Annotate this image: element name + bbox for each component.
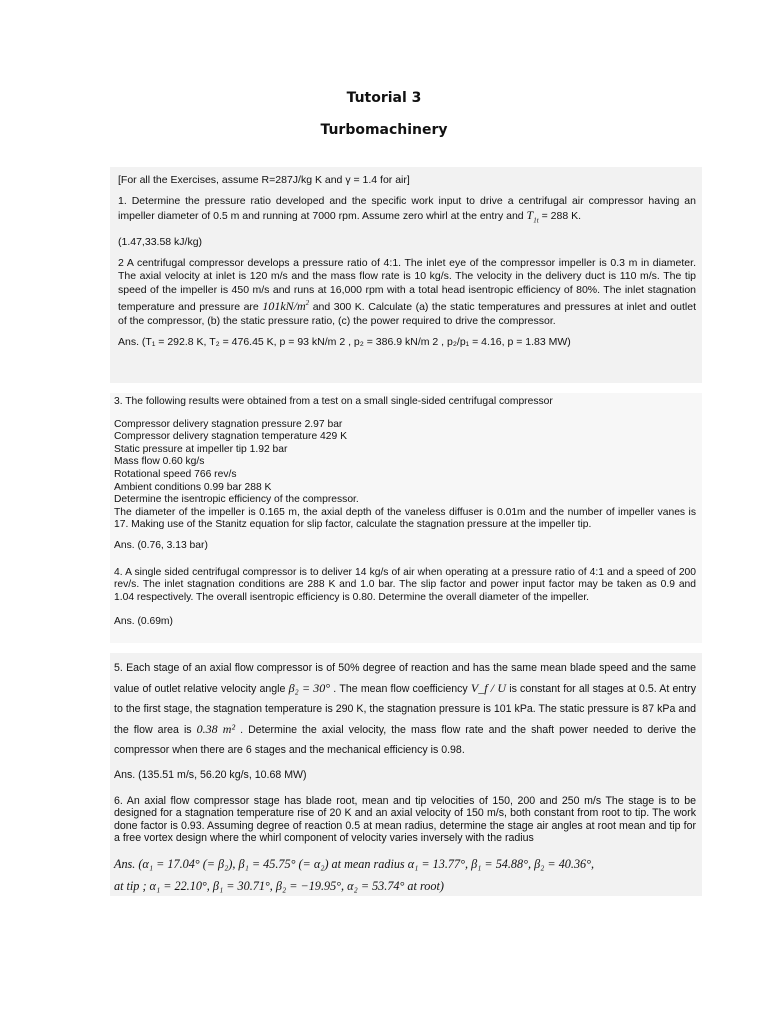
answer-6-line-1: Ans. (α₁ = 17.04° (= β₂), β₁ = 45.75° (= α₂) at mean radius α₁ = 13.77°, β₁ = 54.88°, β₂ = 40.36°, — [114, 856, 595, 871]
question-5-text: 5. Each stage of an axial flow compressor is of 50% degree of reaction and has the same mean blade speed and the same value of outlet relative velocity angle — [114, 662, 696, 695]
q3-line: Compressor delivery stagnation pressure 2.97 bar — [114, 418, 343, 430]
question-3-data — [114, 419, 696, 532]
question-4: 4. A single sided centrifugal compressor is to deliver 14 kg/s of air when operating at a pressure ratio of 4:1 and a speed of 200 rev/s. The inlet stagnation conditions are 288 K and 1.0 bar. The slip factor and power input factor may be taken as 0.9 and 1.04 respectively. The overall isentropic efficiency is 0.80. Determine the overall diameter of the impeller. — [114, 566, 696, 603]
question-5 — [114, 658, 696, 760]
q3-line: The diameter of the impeller is 0.165 m, the axial depth of the vaneless diffuser is 0.01m and the number of impeller vanes is 17. Making use of the Stanitz equation for slip factor, calculate the stagnation pressure at the impeller tip. — [114, 506, 696, 531]
answer-3: Ans. (0.76, 3.13 bar) — [114, 539, 208, 551]
exercise-block-1 — [110, 167, 702, 383]
exercise-block-3 — [110, 653, 702, 896]
question-6: 6. An axial flow compressor stage has blade root, mean and tip velocities of 150, 200 and 250 m/s The stage is to be designed for a stagnation temperature rise of 20 K and an axial velocity of 150 m/s, both constant from root to tip. The work done factor is 0.93. Assuming degree of reaction 0.5 at mean radius, determine the stage air angles at root mean and tip for a free vortex design where the whirl component of velocity varies inversely with the radius — [114, 794, 696, 845]
area-math: 0.38 m² — [196, 722, 236, 736]
question-5-text-d: . Determine the axial velocity, the mass flow rate and the shaft power needed to derive the compressor when there are 6 stages and the mechanical efficiency is 0.98. — [114, 724, 696, 756]
q3-line: Mass flow 0.60 kg/s — [114, 456, 205, 468]
question-5-text-b: . The mean flow coefficiency — [333, 683, 468, 695]
q3-line: Determine the isentropic efficiency of the compressor. — [114, 494, 359, 506]
exercise-block-2 — [110, 393, 702, 643]
question-1-text: 1. Determine the pressure ratio developed and the specific work input to drive a centrifugal air compressor having an impeller diameter of 0.5 m and running at 7000 rpm. Assume zero whirl at the entry and — [118, 195, 696, 222]
page-title: Tutorial 3 — [346, 90, 422, 106]
question-2 — [118, 257, 696, 328]
question-2-math: $101kN/m^2$ — [262, 299, 310, 314]
question-1-text-end: = 288 K. — [541, 209, 582, 222]
flow-coefficient-math: V_f / U — [470, 681, 507, 695]
question-2-text: 2 A centrifugal compressor develops a pressure ratio of 4:1. The inlet eye of the compressor impeller is 0.3 m in diameter. The axial velocity at inlet is 120 m/s and the mass flow rate is 10 kg/s. The velocity in the delivery duct is 110 m/s. The tip speed of the impeller is 450 m/s and runs at 16,000 rpm with a total head isentropic efficiency of 80%. The inlet stagnation temperature and pressure are — [118, 257, 696, 314]
question-2-text-end: and 300 K. Calculate (a) the static temperatures and pressures at inlet and outlet of the compressor, (b) the static pressure ratio, (c) the power required to drive the compressor. — [118, 301, 697, 327]
answer-1: (1.47,33.58 kJ/kg) — [118, 235, 203, 248]
q3-line: Ambient conditions 0.99 bar 288 K — [114, 481, 272, 493]
intro-note: [For all the Exercises, assume R=287J/kg K and γ = 1.4 for air] — [118, 174, 410, 186]
answer-5: Ans. (135.51 m/s, 56.20 kg/s, 10.68 MW) — [114, 769, 307, 781]
answer-2: Ans. (T₁ = 292.8 K, T₂ = 476.45 K, p = 93 kN/m 2 , p₂ = 386.9 kN/m 2 , p₂/p₁ = 4.16, p = 1.83 MW) — [118, 336, 571, 349]
question-1-math: $T_{1t}$ — [526, 207, 539, 225]
q3-line: Static pressure at impeller tip 1.92 bar — [114, 443, 288, 455]
question-1 — [118, 195, 696, 227]
answer-4: Ans. (0.69m) — [114, 616, 173, 628]
q3-line: Compressor delivery stagnation temperature 429 K — [114, 431, 347, 443]
page-subtitle: Turbomachinery — [320, 122, 448, 138]
answer-6-line-2: at tip ; α₁ = 22.10°, β₁ = 30.71°, β₂ = −19.95°, α₂ = 53.74° at root) — [114, 878, 444, 893]
q3-line: Rotational speed 766 rev/s — [114, 468, 237, 480]
question-3: 3. The following results were obtained from a test on a small single-sided centrifugal compressor — [114, 396, 553, 407]
beta-2-math: β₂ = 30° — [288, 681, 331, 695]
question-5-text-c: is constant for all stages at 0.5. At entry to the first stage, the stagnation temperature is 290 K, the stagnation pressure is 101 kPa. The static pressure is 87 kPa and the flow area is — [114, 683, 697, 736]
